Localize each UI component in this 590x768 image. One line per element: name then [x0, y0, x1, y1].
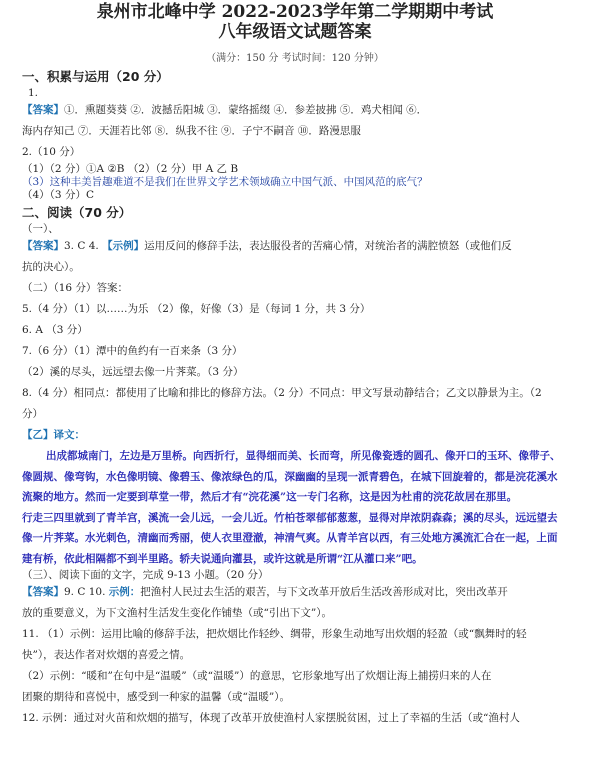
part2-label: （二）（16 分）答案： — [22, 282, 128, 294]
q11-2-line2: 团聚的期待和喜悦中，感受到一种家的温馨（或“温暖”）。 — [22, 691, 290, 703]
answer-tag: 【答案】 — [22, 586, 64, 598]
q1-answer-line2: 海内存知己 ⑦．天涯若比邻 ⑧．纵我不往 ⑨．子宁不嗣音 ⑩．路漫思服 — [22, 125, 361, 137]
answer-tag: 【答案】 — [22, 240, 64, 252]
q4-text: 运用反问的修辞手法，表达服役者的苦痛心情，对统治者的满腔愤怒（或他们反 — [144, 240, 512, 252]
q2-header: 2.（10 分） — [22, 146, 81, 158]
q10-text: 把渔村人民过去生活的艰苦，与下文改革开放后生活改善形成对比，突出改革开 — [140, 586, 508, 598]
q8-answer-line2: 分） — [22, 408, 43, 420]
answer-tag: 【答案】 — [22, 104, 64, 116]
q3-q4-line1 — [22, 236, 590, 257]
q11-2-line1: （2）示例：“暖和”在句中是“温暖”（或“温暖”）的意思，它形象地写出了炊烟让海上捕捞归来的人在 — [22, 670, 492, 682]
q4-line2: 抗的决心）。 — [22, 261, 80, 273]
q8-answer-line1: 8.（4 分）相同点：都使用了比喻和排比的修辞方法。（2 分）不同点：甲文写景动静结合；乙文以静景为主。（2 — [22, 387, 542, 399]
q11-line2: 快”），表达作者对炊烟的喜爱之情。 — [22, 649, 191, 661]
q9-text: 9. C 10. — [64, 586, 109, 598]
q7-answer-2: （2）溪的尽头，远远望去像一片荠菜。（3 分） — [22, 366, 244, 378]
exam-subtitle: 八年级语文试题答案 — [218, 22, 372, 42]
q1-answer-line1 — [22, 100, 590, 121]
q12-line1: 12. 示例：通过对火苗和炊烟的描写，体现了改革开放使渔村人家摆脱贫困，过上了幸福的生活（或“渔村人 — [22, 712, 520, 724]
part3-label: （三）、阅读下面的文字，完成 9-13 小题。（20 分） — [22, 569, 269, 581]
q10-line2: 放的重要意义，为下文渔村生活发生变化作铺垫（或“引出下文”）。 — [22, 607, 332, 619]
part1-label: （一）、 — [22, 223, 59, 235]
q2-part3: （3）这种丰美旨趣难道不是我们在世界文学艺术领域确立中国气派、中国风范的底气？ — [22, 176, 428, 188]
yiwen-tag: 【乙】译文： — [22, 429, 85, 441]
translation-paragraph-1: 出成都城南门，左边是万里桥。向西折行，显得细而美、长而弯，所见像瓷透的圆孔、像开口的玉环、像带子、像圆规、像弯钩，水色像明镜、像碧玉、像浓绿色的瓜，深幽幽的呈现一派青碧色，在城下回旋着的，都是浣花溪水流聚的地方。然而一定要到草堂一带，然后才有“浣花溪”这一专门名称，这是因为杜甫的浣花故居在那里。 — [22, 450, 561, 503]
translation-paragraph-2: 行走三四里就到了青羊宫，溪流一会儿远，一会儿近。竹柏苍翠郁郁葱葱，显得对岸浓阴森森；溪的尽头，远远望去像一片荠菜。水光刺色，清幽而秀丽，使人衣里澄澈，神清气爽。从青羊宫以西，有三处地方溪流汇合在一起，上面建有桥，依此相隔都不到半里路。轿夫说通向灌县，或许这就是所谓“江从灌口来”吧。 — [22, 511, 558, 565]
example-tag: 示例： — [108, 586, 141, 598]
section-heading-2: 二、阅读（70 分） — [22, 205, 132, 220]
q3-text: 3. C 4. — [64, 240, 103, 252]
translation-block — [22, 446, 562, 569]
section-heading-1: 一、积累与运用（20 分） — [22, 69, 169, 84]
q2-part4: （4）（3 分）C — [22, 189, 94, 201]
q7-answer-1: 7.（6 分）（1）潭中的鱼约有一百来条（3 分） — [22, 345, 243, 357]
q5-answer: 5.（4 分）（1）以……为乐 （2）像，好像（3）是（每词 1 分，共 3 分） — [22, 303, 371, 315]
q2-part1: （1）（2 分）①A ②B （2）（2 分）甲 A 乙 B — [22, 163, 239, 175]
example-tag: 【示例】 — [102, 240, 145, 252]
q9-q10-line1 — [22, 582, 590, 603]
q6-answer: 6. A （3 分） — [22, 324, 88, 336]
exam-title: 泉州市北峰中学 2022-2023学年第二学期期中考试 — [96, 2, 494, 22]
exam-meta: （满分：150 分 考试时间：120 分钟） — [206, 53, 384, 64]
q11-line1: 11. （1）示例：运用比喻的修辞手法，把炊烟比作轻纱、绸带，形象生动地写出炊烟的轻盈（或“飘舞时的轻 — [22, 628, 527, 640]
q1-answer-text: ①．熏题葵葵 ②．波撼岳阳城 ③．蒙络摇缀 ④．参差披拂 ⑤．鸡犬相闻 ⑥． — [64, 104, 428, 116]
q1-number: 1. — [28, 87, 39, 99]
